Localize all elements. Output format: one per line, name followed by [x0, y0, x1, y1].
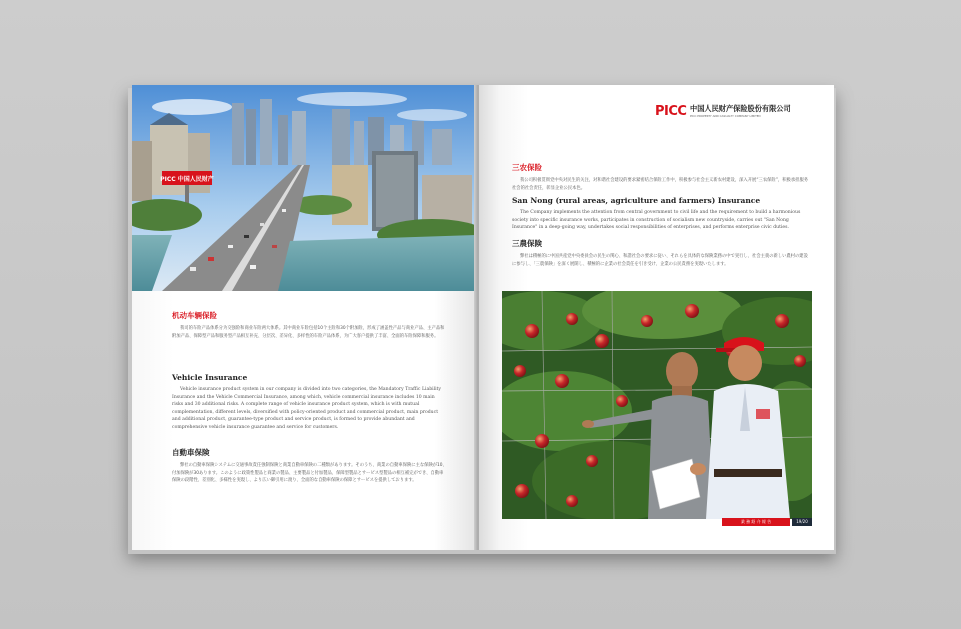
sannong-jp-section [512, 238, 812, 268]
picc-logo-mark: PICC [655, 104, 687, 119]
sannong-en-body: The Company implements the attention from central government to civil life and the requirement to build a harmonious society into specific insurance works, participates in construction of socialism new countryside, carries out "San Nong Insurance" in a deep-going way, undertakes social responsibilities of enterprises, and performs enterprise civic duties. [512, 210, 801, 231]
picc-company-name-cn: 中国人民财产保险股份有限公司 [690, 104, 791, 113]
sannong-jp-body: 弊社は積極的に中国共産党中央委員会の民生の関心、和諧社会の要求に従い、それらを具体的な保険業務の中で実行し、社会主義の新しい農村の建設に参与し、「三農保険」を深く展開し、積極的に企業の社会責任を引き受け、企業の公民責務を実現いたします。 [512, 254, 808, 267]
picc-company-name-en: PICC PROPERTY AND CASUALTY COMPANY LIMITED [690, 114, 761, 118]
brochure-left-page [132, 85, 476, 550]
page-footer [722, 518, 812, 526]
apple-orchard-photo [502, 291, 812, 519]
vehicle-insurance-en-body: Vehicle insurance product system in our company is divided into two categories, the Mandatory Traffic Liability Insurance and the Vehicle Commercial Insurance, among which, vehicle commercial insurance includes 10 main risks and 30 additional risks. A complete range of vehicle insurance product system, which is with mutual complementation, different levels, diversified with policy-oriented product and commercial product, main product and additional product, guarantee-type product and service product, is formed to provide abundant and comprehensive vehicle insurance guarantee and service for customers. [172, 387, 441, 430]
picc-logo [655, 104, 820, 122]
vehicle-insurance-cn-body: 我司的车险产品体系分为交强险和商业车险两大体系。其中商业车险包括10个主险和30个附加险，形成了涵盖性产品与商业产品、主产品和附加产品、保障型产品和服务型产品相互补充、分层次、差异化、多样性的车险产品体系，为广大客户提供了丰富、全面的车险保障和服务。 [172, 326, 445, 339]
brochure-right-page [479, 85, 834, 550]
sannong-cn-section [512, 162, 812, 192]
vehicle-insurance-en-title: Vehicle Insurance [172, 373, 248, 382]
sannong-jp-title: 三農保険 [512, 239, 542, 248]
vehicle-insurance-en-section [172, 373, 447, 432]
footer-page-number: 19/20 [792, 518, 812, 526]
billboard-text: PICC 中国人民财产 [160, 176, 214, 183]
city-skyline-photo [132, 85, 476, 291]
sannong-cn-body: 我公司积极贯彻党中央对民生的关注，对和谐社会建设的要求紧密结合保险工作中，积极参与社会主义新农村建设，深入开展“三农保险”，积极承担服务社会的社会责任，彰显企业公民本色。 [512, 178, 809, 191]
sannong-cn-title: 三农保险 [512, 163, 542, 172]
vehicle-insurance-cn-title: 机动车辆保险 [172, 311, 217, 320]
vehicle-insurance-jp-body: 弊社の自動車保険システムに交通事故責任強制保険と商業自動車保険の二種類があります。そのうち、商業の自動車保険に主な保険が10、付加保険が30あります。このように政策性製品と商業の製品、主要製品と付加製品、保障型製品とサービス型製品の相互補完ができ、自動車保険の段階性、差別化、多様性を実現し、より広い御引用に渡り、全面的な自動車保険の保障とサービスを提供しております。 [172, 463, 447, 484]
footer-section-label: 業 務 紹 介 報 告 [722, 518, 790, 526]
vehicle-insurance-jp-title: 自動車保険 [172, 448, 210, 457]
sannong-en-title: San Nong (rural areas, agriculture and farmers) Insurance [512, 196, 761, 205]
sannong-en-section [512, 196, 812, 232]
vehicle-insurance-jp-section [172, 447, 447, 485]
vehicle-insurance-cn-section [172, 310, 447, 340]
